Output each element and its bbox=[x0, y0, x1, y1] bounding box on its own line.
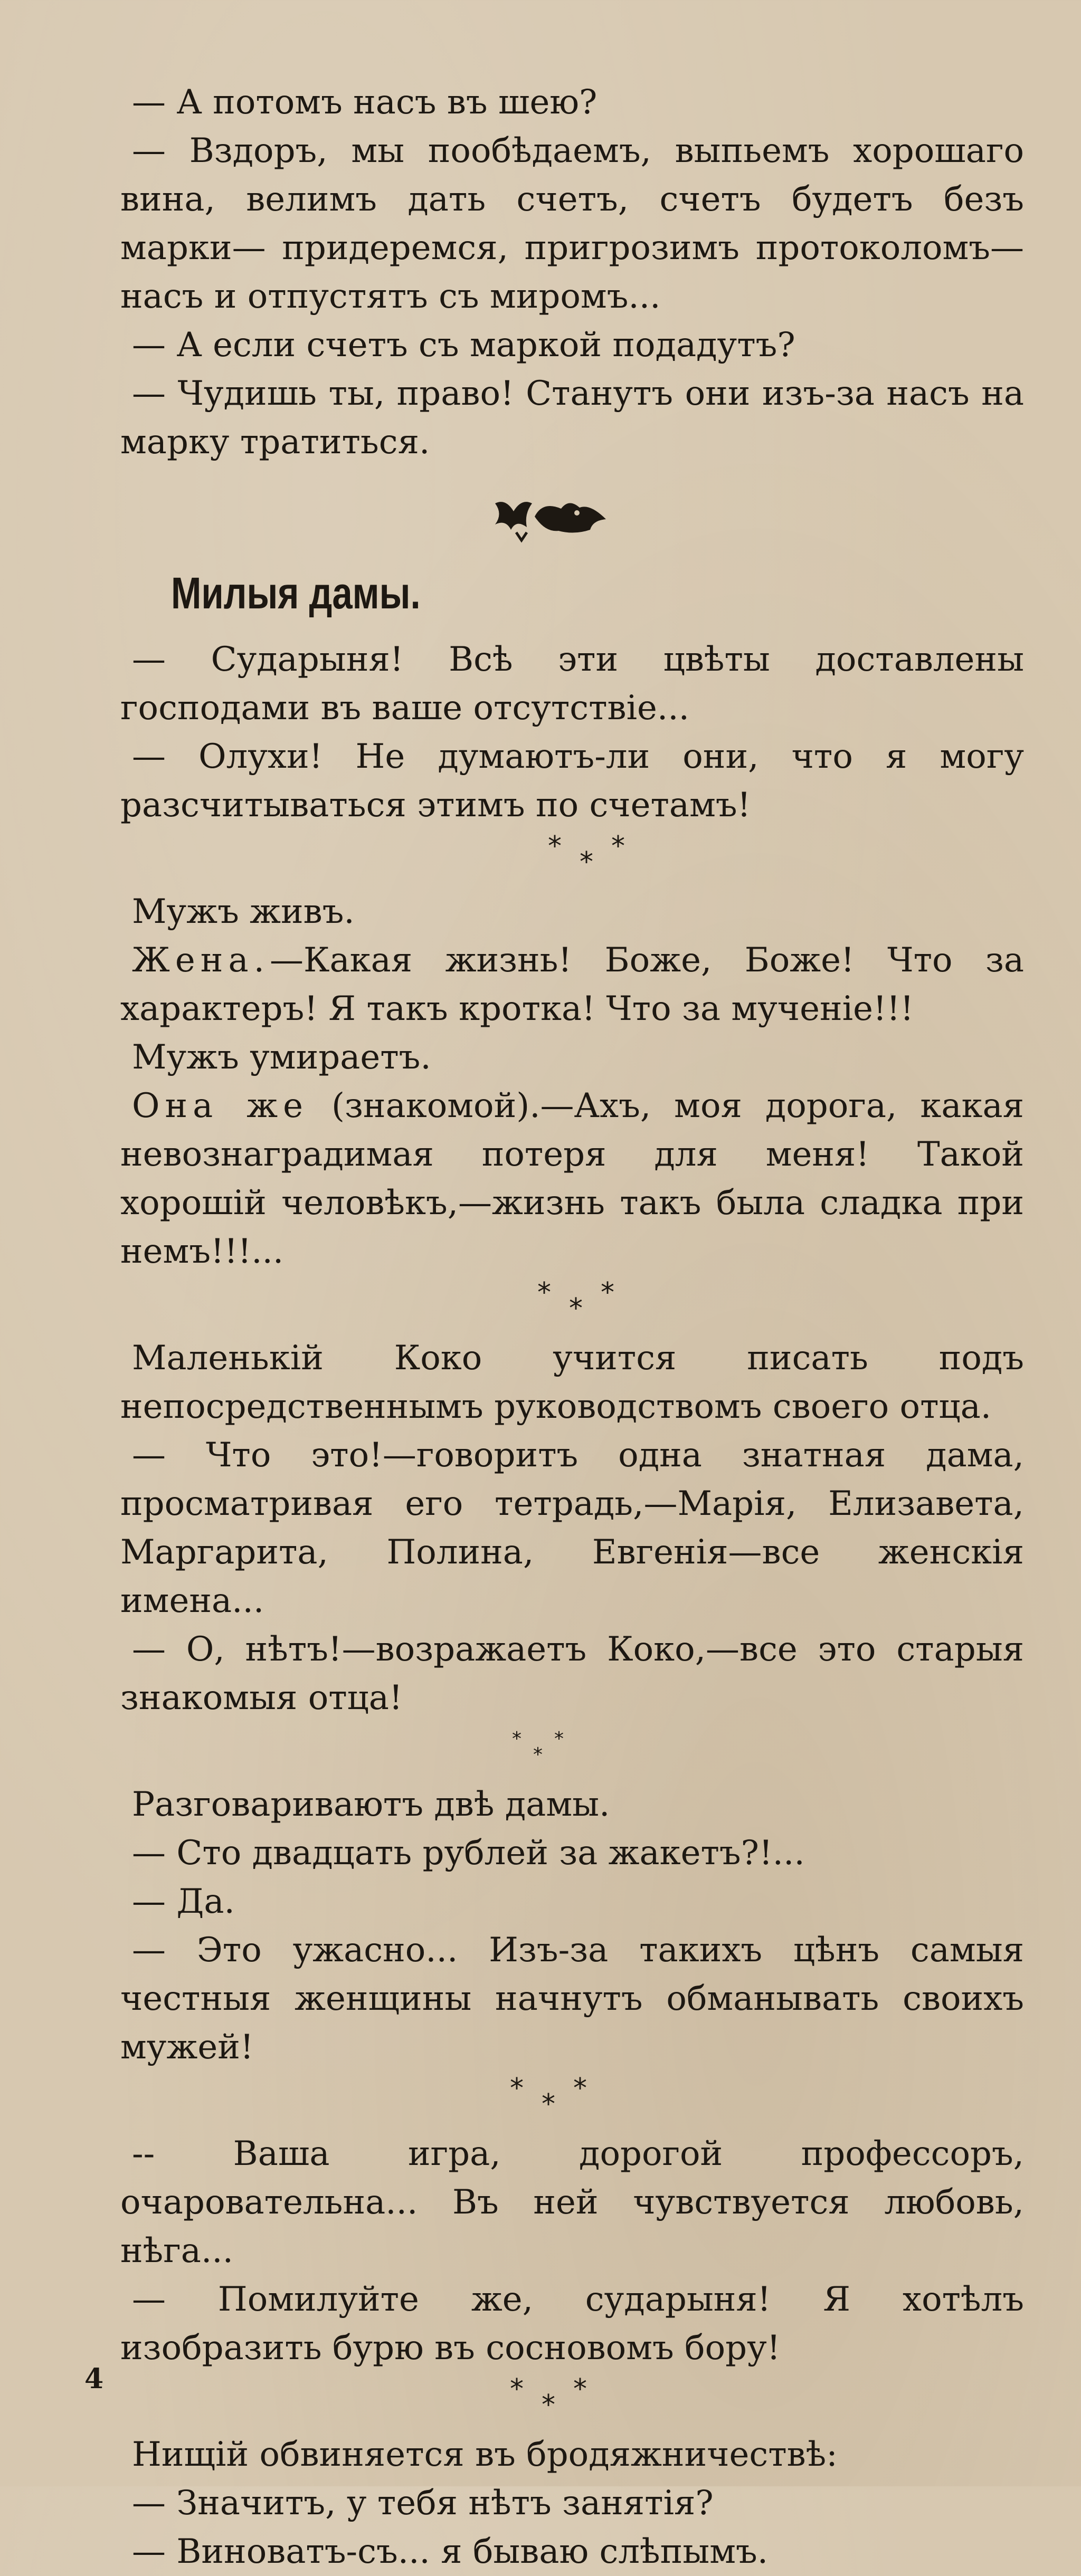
star-glyph: * bbox=[537, 1277, 551, 1309]
bird-ornament-icon bbox=[485, 488, 617, 546]
joke-line: — Олухи! Не думаютъ-ли они, что я могу разсчитываться этимъ по счетамъ! bbox=[120, 737, 1024, 825]
star-glyph: * bbox=[542, 2088, 555, 2120]
section-title: Милыя дамы. bbox=[171, 568, 421, 618]
speaker-name: Она же bbox=[132, 1086, 309, 1125]
joke-line: -- Ваша игра, дорогой профессоръ, очаровательна... Въ ней чувствуется любовь, нѣга... bbox=[120, 2134, 1024, 2270]
star-glyph: * bbox=[510, 2073, 524, 2104]
star-glyph: * bbox=[512, 1728, 521, 1750]
star-glyph: * bbox=[542, 2389, 555, 2421]
star-glyph: * bbox=[533, 1744, 543, 1766]
joke-line: Маленькій Коко учится писать подъ непосредственнымъ руководствомъ своего отца. bbox=[120, 1339, 1024, 1426]
dialogue-line: — А потомъ насъ въ шею? bbox=[132, 83, 598, 122]
star-separator bbox=[120, 1276, 1024, 1334]
speaker-name: Жена. bbox=[132, 941, 270, 980]
ornament-divider bbox=[120, 466, 1024, 561]
joke-line: — Сударыня! Всѣ эти цвѣты доставлены господами въ ваше отсутствіе... bbox=[120, 640, 1024, 728]
star-separator bbox=[120, 1722, 1024, 1780]
joke-line: Мужъ умираетъ. bbox=[132, 1038, 431, 1077]
star-separator bbox=[120, 829, 1024, 888]
joke-line bbox=[120, 1082, 1024, 1276]
joke-line: — Сто двадцать рублей за жакетъ?!... bbox=[132, 1834, 805, 1873]
page-number: 4 bbox=[84, 2363, 104, 2395]
joke-line: — Это ужасно... Изъ-за такихъ цѣнъ самыя честныя женщины начнутъ обманывать своихъ мужей! bbox=[120, 1931, 1024, 2067]
joke-text: (знакомой).—Ахъ, моя дорога, какая невознаградимая потеря для меня! Такой хорошій человѣкъ,—жизнь такъ была сладка при немъ!!!... bbox=[120, 1086, 1024, 1271]
star-glyph: * bbox=[611, 831, 625, 862]
joke-line: Разговариваютъ двѣ дамы. bbox=[132, 1785, 610, 1824]
star-glyph: * bbox=[510, 2373, 524, 2405]
joke-line: — Что это!—говоритъ одна знатная дама, просматривая его тетрадь,—Марія, Елизавета, Маргарита, Полина, Евгенія—все женскія имена... bbox=[120, 1436, 1024, 1620]
star-glyph: * bbox=[573, 2073, 587, 2104]
text-column bbox=[120, 78, 1024, 2576]
joke-text: —Какая жизнь! Боже, Боже! Что за характеръ! Я такъ кротка! Что за мученіе!!! bbox=[120, 941, 1024, 1028]
dialogue-line: — Вздоръ, мы пообѣдаемъ, выпьемъ хорошаго вина, велимъ дать счетъ, счетъ будетъ безъ марки— придеремся, пригрозимъ протоколомъ—насъ и отпустятъ съ миромъ... bbox=[120, 131, 1024, 316]
star-glyph: * bbox=[601, 1277, 614, 1309]
joke-line bbox=[120, 936, 1024, 1033]
star-glyph: * bbox=[554, 1728, 564, 1750]
joke-line: — Виноватъ-съ... я бываю слѣпымъ. bbox=[132, 2532, 769, 2571]
joke-line: Нищій обвиняется въ бродяжничествѣ: bbox=[132, 2435, 838, 2474]
star-separator bbox=[120, 2072, 1024, 2130]
dialogue-line: — Чудишь ты, право! Станутъ они изъ-за насъ на марку тратиться. bbox=[120, 374, 1024, 462]
joke-line: — Значитъ, у тебя нѣтъ занятія? bbox=[132, 2484, 714, 2523]
star-glyph: * bbox=[573, 2373, 587, 2405]
star-glyph: * bbox=[569, 1293, 583, 1324]
star-glyph: * bbox=[580, 846, 593, 878]
joke-line: — Помилуйте же, сударыня! Я хотѣлъ изобразить бурю въ сосновомъ бору! bbox=[120, 2280, 1024, 2368]
joke-line: Мужъ живъ. bbox=[132, 892, 355, 931]
joke-line: — О, нѣтъ!—возражаетъ Коко,—все это старыя знакомыя отца! bbox=[120, 1630, 1024, 1718]
star-glyph: * bbox=[548, 831, 562, 862]
star-separator bbox=[120, 2372, 1024, 2430]
dialogue-line: — А если счетъ съ маркой подадутъ? bbox=[132, 326, 795, 365]
joke-line: — Да. bbox=[132, 1882, 235, 1921]
